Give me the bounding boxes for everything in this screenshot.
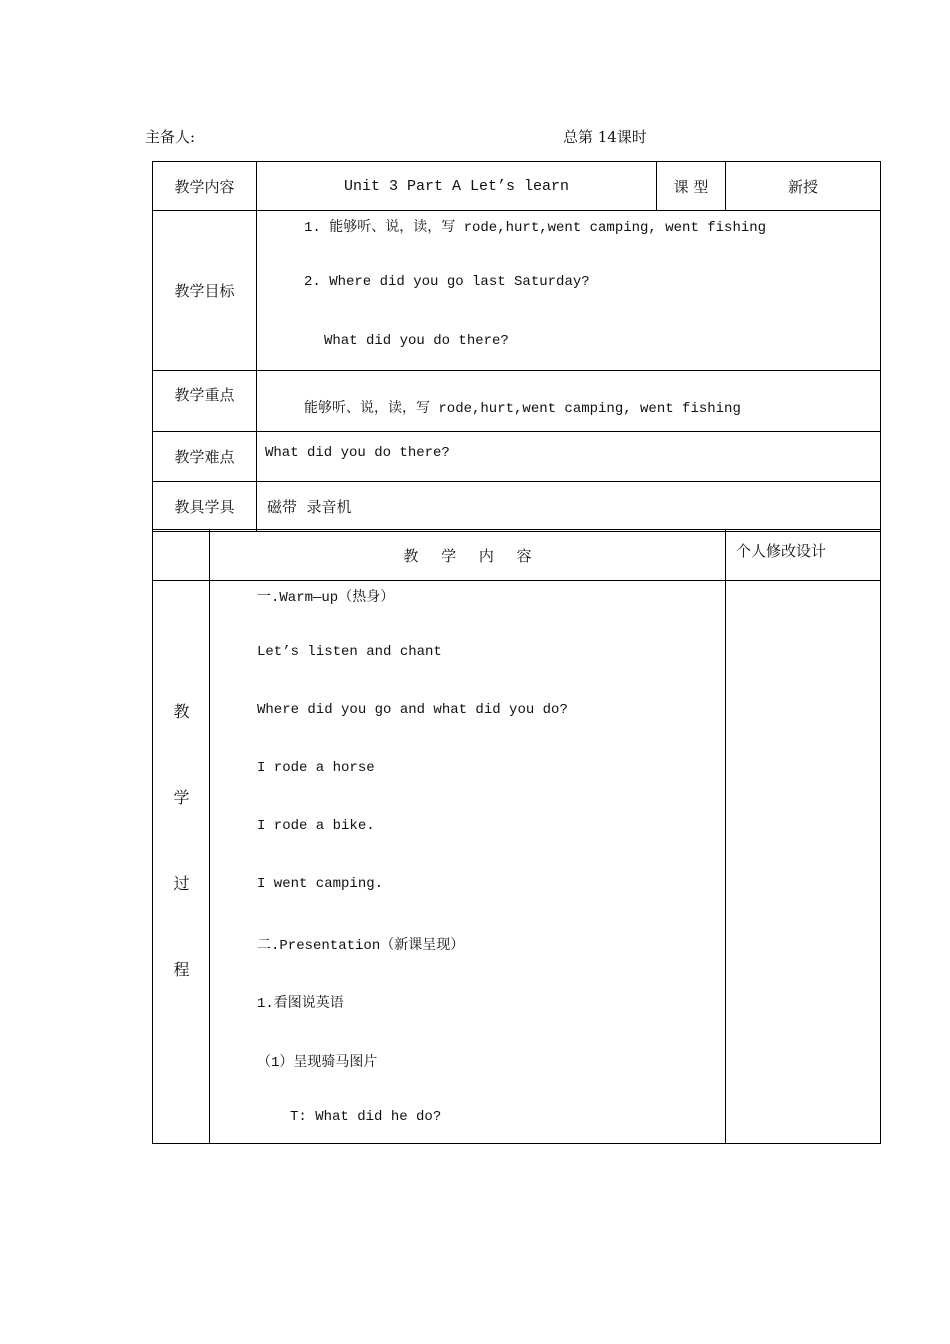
process-line: 一.Warm—up（热身） [257, 590, 395, 606]
process-line: Let’s listen and chant [257, 644, 442, 660]
side-char-1: 教 [173, 702, 190, 721]
preparer-label: 主备人: [145, 128, 196, 146]
goal-line-1: 1. 能够听、说，读，写 rode,hurt,went camping, went fishing [304, 220, 767, 236]
process-content-header: 教 学 内 容 [210, 530, 726, 581]
key-cell [257, 371, 881, 432]
difficult-cell [257, 432, 881, 482]
process-table [152, 529, 881, 1144]
content-label: 教学内容 [153, 162, 257, 211]
tools-value: 磁带 录音机 [257, 482, 881, 532]
process-side-label [153, 581, 210, 1144]
process-line: T: What did he do? [290, 1109, 442, 1125]
content-value: Unit 3 Part A Let’s learn [257, 162, 657, 211]
key-value: 能够听、说，读，写 rode,hurt,went camping, went fishing [304, 401, 741, 417]
process-header-blank [153, 530, 210, 581]
goals-label: 教学目标 [153, 211, 257, 371]
type-value: 新授 [726, 162, 881, 211]
tools-label: 教具学具 [153, 482, 257, 532]
goal-line-2: 2. Where did you go last Saturday? [304, 274, 590, 290]
process-line: （1）呈现骑马图片 [257, 1055, 378, 1071]
difficult-label: 教学难点 [153, 432, 257, 482]
process-line: 二.Presentation（新课呈现） [257, 938, 465, 954]
lesson-total: 总第 14课时 [563, 128, 647, 146]
process-line: I rode a bike. [257, 818, 375, 834]
type-label: 课 型 [657, 162, 726, 211]
side-char-3: 过 [173, 874, 190, 893]
goals-cell [257, 211, 881, 371]
key-label: 教学重点 [153, 371, 257, 432]
personal-design-header: 个人修改设计 [726, 530, 881, 581]
process-line: 1.看图说英语 [257, 996, 344, 1012]
process-line: I rode a horse [257, 760, 375, 776]
process-content-cell [210, 581, 726, 1144]
process-line: Where did you go and what did you do? [257, 702, 568, 718]
side-char-2: 学 [173, 788, 190, 807]
goal-line-3: What did you do there? [324, 333, 509, 349]
process-line: I went camping. [257, 876, 384, 892]
difficult-value: What did you do there? [265, 445, 450, 461]
personal-design-cell[interactable] [726, 581, 881, 1144]
side-char-4: 程 [173, 960, 190, 979]
lesson-info-table [152, 161, 881, 532]
